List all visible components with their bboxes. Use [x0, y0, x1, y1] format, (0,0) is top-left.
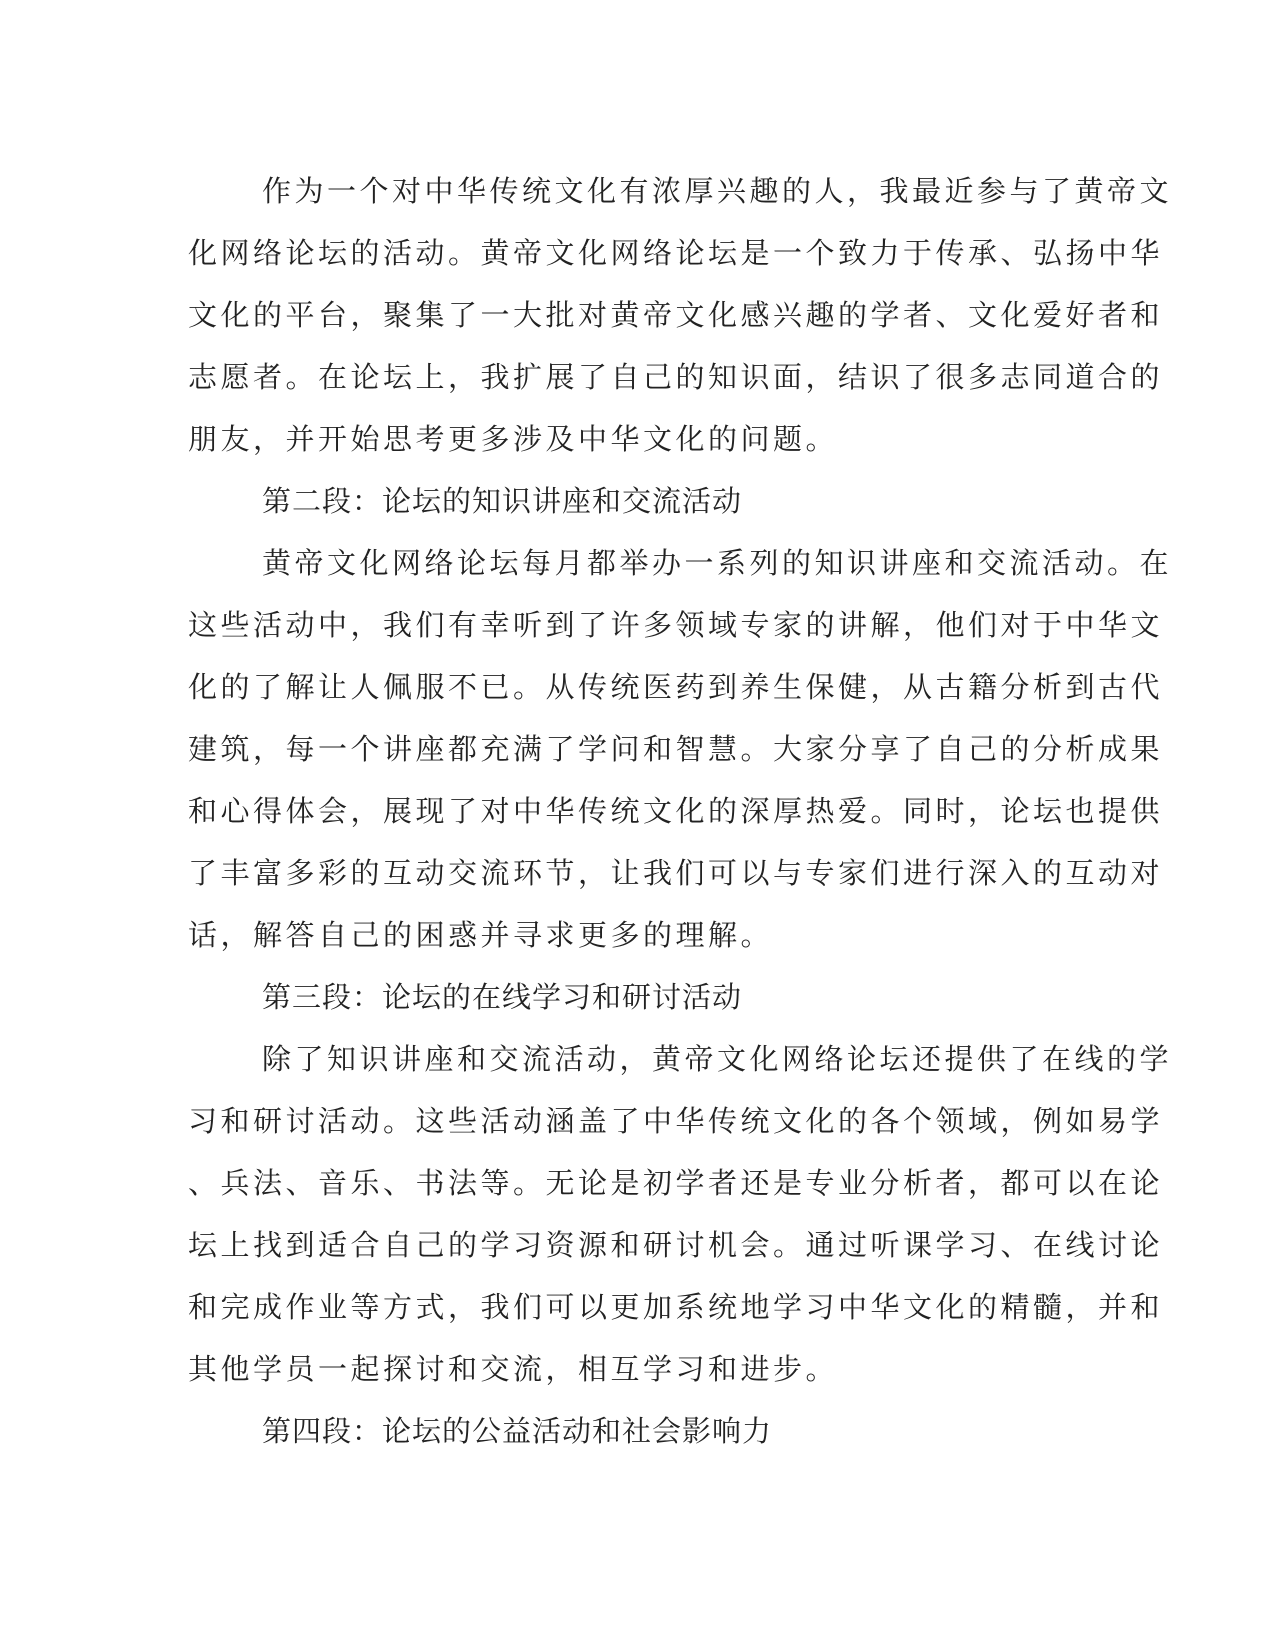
paragraph-lectures: [188, 532, 1173, 966]
paragraph-line: 话，解答自己的困惑并寻求更多的理解。: [188, 918, 774, 952]
paragraph-line: 习和研讨活动。这些活动涵盖了中华传统文化的各个领域，例如易学: [188, 1104, 1164, 1138]
paragraph-line: 了丰富多彩的互动交流环节，让我们可以与专家们进行深入的互动对: [188, 856, 1164, 890]
paragraph-line: 和心得体会，展现了对中华传统文化的深厚热爱。同时，论坛也提供: [188, 794, 1164, 828]
paragraph-line: 、兵法、音乐、书法等。无论是初学者还是专业分析者，都可以在论: [188, 1166, 1164, 1200]
section-heading-4: 第四段：论坛的公益活动和社会影响力: [262, 1414, 773, 1448]
section-heading-3: 第三段：论坛的在线学习和研讨活动: [262, 980, 743, 1014]
paragraph-line: 化的了解让人佩服不已。从传统医药到养生保健，从古籍分析到古代: [188, 670, 1164, 704]
paragraph-line: 作为一个对中华传统文化有浓厚兴趣的人，我最近参与了黄帝文: [262, 174, 1173, 208]
paragraph-line: 这些活动中，我们有幸听到了许多领域专家的讲解，他们对于中华文: [188, 608, 1164, 642]
paragraph-line: 坛上找到适合自己的学习资源和研讨机会。通过听课学习、在线讨论: [188, 1228, 1164, 1262]
paragraph-line: 其他学员一起探讨和交流，相互学习和进步。: [188, 1352, 839, 1386]
paragraph-line: 除了知识讲座和交流活动，黄帝文化网络论坛还提供了在线的学: [262, 1042, 1173, 1076]
section-heading-2: 第二段：论坛的知识讲座和交流活动: [262, 484, 743, 518]
paragraph-intro: [188, 160, 1173, 470]
paragraph-line: 文化的平台，聚集了一大批对黄帝文化感兴趣的学者、文化爱好者和: [188, 298, 1164, 332]
paragraph-line: 建筑，每一个讲座都充满了学问和智慧。大家分享了自己的分析成果: [188, 732, 1164, 766]
paragraph-line: 志愿者。在论坛上，我扩展了自己的知识面，结识了很多志同道合的: [188, 360, 1164, 394]
paragraph-line: 黄帝文化网络论坛每月都举办一系列的知识讲座和交流活动。在: [262, 546, 1173, 580]
paragraph-line: 化网络论坛的活动。黄帝文化网络论坛是一个致力于传承、弘扬中华: [188, 236, 1164, 270]
paragraph-line: 朋友，并开始思考更多涉及中华文化的问题。: [188, 422, 839, 456]
document-body: [188, 160, 1173, 1462]
paragraph-line: 和完成作业等方式，我们可以更加系统地学习中华文化的精髓，并和: [188, 1290, 1164, 1324]
paragraph-online-learning: [188, 1028, 1173, 1400]
